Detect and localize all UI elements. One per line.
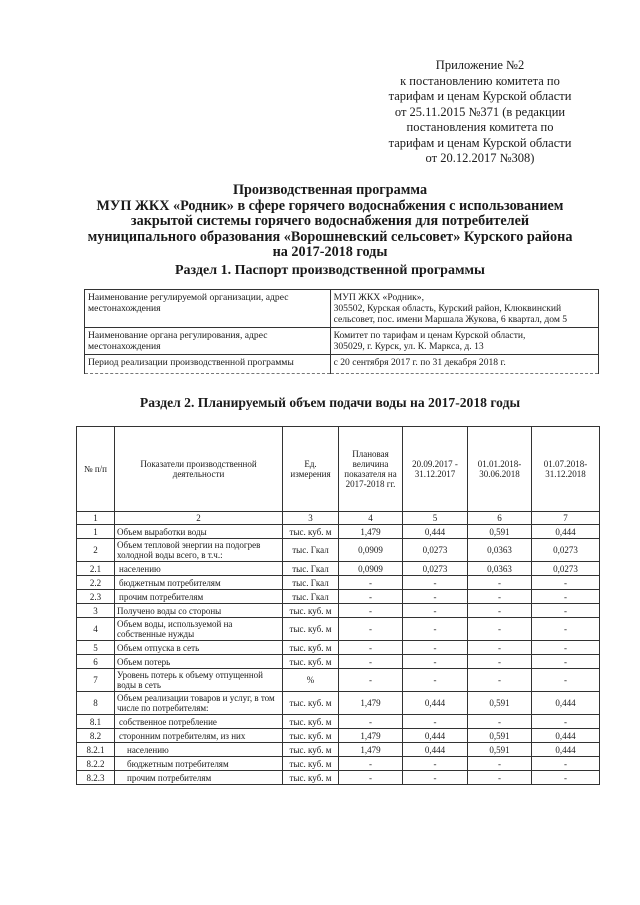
header-period-2: 01.01.2018-30.06.2018	[468, 427, 532, 512]
passport-row	[85, 290, 599, 328]
row-indicator: населению	[115, 743, 283, 757]
row-period-2-value: -	[468, 604, 532, 618]
row-period-3-value: -	[532, 576, 600, 590]
row-plan-value: 0,0909	[339, 562, 403, 576]
row-period-3-value: -	[532, 641, 600, 655]
passport-value-line: МУП ЖКХ «Родник»,	[333, 292, 424, 303]
row-period-3-value: -	[532, 618, 600, 641]
row-plan-value: -	[339, 669, 403, 692]
row-period-3-value: 0,0273	[532, 539, 600, 562]
table-row	[77, 562, 600, 576]
row-plan-value: -	[339, 576, 403, 590]
program-title-line: Производственная программа	[232, 182, 428, 198]
row-number: 8.2.3	[77, 771, 115, 785]
row-unit: тыс. Гкал	[283, 562, 339, 576]
appendix-line: Приложение №2	[435, 58, 525, 72]
appendix-line: тарифам и ценам Курской области	[388, 135, 572, 150]
passport-label: Наименование регулируемой организации, адрес местонахождения	[85, 290, 331, 328]
column-number: 2	[115, 512, 283, 525]
row-period-2-value: -	[468, 641, 532, 655]
row-period-1-value: -	[403, 641, 468, 655]
table-row	[77, 757, 600, 771]
row-indicator: Объем тепловой энергии на подогрев холодной воды всего, в т.ч.:	[115, 539, 283, 562]
row-period-1-value: 0,0273	[403, 562, 468, 576]
appendix-line: тарифам и ценам Курской области	[388, 89, 572, 103]
row-indicator: прочим потребителям	[115, 771, 283, 785]
row-unit: тыс. куб. м	[283, 604, 339, 618]
row-period-3-value: -	[532, 590, 600, 604]
row-indicator: Объем воды, используемой на собственные нужды	[115, 618, 283, 641]
header-period-3: 01.07.2018-31.12.2018	[532, 427, 600, 512]
row-period-2-value: -	[468, 576, 532, 590]
passport-value-line: 305029, г. Курск, ул. К. Маркса, д. 13	[333, 341, 484, 352]
section1-title: Раздел 1. Паспорт производственной программы	[175, 263, 485, 278]
row-plan-value: 1,479	[339, 525, 403, 539]
row-period-3-value: 0,444	[532, 692, 600, 715]
table-row	[77, 576, 600, 590]
row-unit: тыс. куб. м	[283, 771, 339, 785]
row-number: 3	[77, 604, 115, 618]
program-title-line: муниципального образования «Ворошневский сельсовет» Курского района	[87, 228, 573, 245]
row-plan-value: 1,479	[339, 743, 403, 757]
header-n: № п/п	[77, 427, 115, 512]
row-indicator: прочим потребителям	[115, 590, 283, 604]
row-number: 2.2	[77, 576, 115, 590]
row-unit: тыс. куб. м	[283, 525, 339, 539]
row-number: 2.3	[77, 590, 115, 604]
table-header-row	[77, 427, 600, 512]
row-number: 8.2	[77, 729, 115, 743]
row-period-2-value: 0,0363	[468, 562, 532, 576]
appendix-header	[370, 58, 590, 167]
table-row	[77, 604, 600, 618]
row-number: 6	[77, 655, 115, 669]
row-indicator: собственное потребление	[115, 715, 283, 729]
appendix-line: к постановлению комитета по	[400, 73, 560, 88]
row-period-2-value: -	[468, 655, 532, 669]
table-row	[77, 655, 600, 669]
row-period-1-value: -	[403, 771, 468, 785]
row-number: 5	[77, 641, 115, 655]
passport-value	[330, 355, 598, 374]
table-row	[77, 692, 600, 715]
row-number: 2.1	[77, 562, 115, 576]
passport-label: Наименование органа регулирования, адрес местонахождения	[85, 328, 331, 355]
row-indicator: бюджетным потребителям	[115, 757, 283, 771]
row-number: 2	[77, 539, 115, 562]
passport-row	[85, 328, 599, 355]
row-unit: тыс. куб. м	[283, 757, 339, 771]
column-number: 7	[532, 512, 600, 525]
row-unit: тыс. куб. м	[283, 655, 339, 669]
row-period-3-value: -	[532, 669, 600, 692]
row-plan-value: 0,0909	[339, 539, 403, 562]
row-period-3-value: 0,0273	[532, 562, 600, 576]
row-period-1-value: -	[403, 604, 468, 618]
program-title-line: закрытой системы горячего водоснабжения для потребителей	[130, 213, 530, 229]
passport-value-line: с 20 сентября 2017 г. по 31 декабря 2018 г.	[333, 357, 506, 368]
column-number: 3	[283, 512, 339, 525]
row-indicator: населению	[115, 562, 283, 576]
header-period-1: 20.09.2017 - 31.12.2017	[403, 427, 468, 512]
row-indicator: Уровень потерь к объему отпущенной воды в сеть	[115, 669, 283, 692]
row-indicator: Объем отпуска в сеть	[115, 641, 283, 655]
appendix-line: от 20.12.2017 №308)	[425, 151, 535, 165]
table-row	[77, 729, 600, 743]
row-number: 8	[77, 692, 115, 715]
passport-table	[84, 289, 599, 374]
passport-value	[330, 328, 598, 355]
row-unit: тыс. Гкал	[283, 576, 339, 590]
row-unit: тыс. куб. м	[283, 692, 339, 715]
row-period-2-value: -	[468, 771, 532, 785]
program-title-line: МУП ЖКХ «Родник» в сфере горячего водоснабжения с использованием	[96, 197, 564, 214]
row-plan-value: -	[339, 618, 403, 641]
row-period-2-value: -	[468, 757, 532, 771]
row-unit: тыс. куб. м	[283, 618, 339, 641]
water-volume-table	[76, 426, 600, 785]
row-unit: тыс. куб. м	[283, 743, 339, 757]
table-row	[77, 590, 600, 604]
row-plan-value: -	[339, 641, 403, 655]
row-number: 4	[77, 618, 115, 641]
row-indicator: сторонним потребителям, из них	[115, 729, 283, 743]
row-period-2-value: -	[468, 715, 532, 729]
passport-value	[330, 290, 598, 328]
row-period-2-value: -	[468, 669, 532, 692]
row-period-3-value: -	[532, 715, 600, 729]
row-number: 7	[77, 669, 115, 692]
table-row	[77, 641, 600, 655]
row-period-1-value: 0,444	[403, 525, 468, 539]
column-number: 4	[339, 512, 403, 525]
row-period-1-value: -	[403, 757, 468, 771]
row-period-2-value: -	[468, 618, 532, 641]
table-row	[77, 525, 600, 539]
row-period-1-value: -	[403, 590, 468, 604]
section2-title: Раздел 2. Планируемый объем подачи воды на 2017-2018 годы	[139, 395, 521, 410]
row-plan-value: -	[339, 757, 403, 771]
row-unit: тыс. куб. м	[283, 715, 339, 729]
program-title	[60, 183, 600, 261]
row-indicator: Объем потерь	[115, 655, 283, 669]
row-period-2-value: -	[468, 590, 532, 604]
row-period-1-value: -	[403, 576, 468, 590]
row-number: 8.1	[77, 715, 115, 729]
column-number: 1	[77, 512, 115, 525]
row-period-1-value: 0,444	[403, 729, 468, 743]
row-unit: тыс. куб. м	[283, 729, 339, 743]
row-plan-value: -	[339, 655, 403, 669]
row-unit: тыс. Гкал	[283, 539, 339, 562]
row-period-1-value: -	[403, 655, 468, 669]
row-plan-value: -	[339, 604, 403, 618]
appendix-line: постановления комитета по	[406, 120, 554, 134]
passport-label: Период реализации производственной программы	[85, 355, 331, 374]
row-period-2-value: 0,591	[468, 729, 532, 743]
column-numbers-row	[77, 512, 600, 525]
table-body	[77, 525, 600, 785]
table-row	[77, 715, 600, 729]
passport-row	[85, 355, 599, 374]
row-unit: %	[283, 669, 339, 692]
header-unit: Ед. измерения	[283, 427, 339, 512]
table-row	[77, 618, 600, 641]
table-row	[77, 743, 600, 757]
appendix-line: от 25.11.2015 №371 (в редакции	[394, 104, 566, 119]
table-row	[77, 539, 600, 562]
passport-value-line: Комитет по тарифам и ценам Курской области,	[333, 330, 526, 341]
program-title-line: на 2017-2018 годы	[272, 244, 388, 260]
row-period-1-value: 0,444	[403, 692, 468, 715]
row-period-3-value: -	[532, 604, 600, 618]
row-plan-value: -	[339, 771, 403, 785]
row-period-2-value: 0,591	[468, 525, 532, 539]
row-indicator: Объем выработки воды	[115, 525, 283, 539]
row-number: 8.2.2	[77, 757, 115, 771]
row-period-1-value: 0,444	[403, 743, 468, 757]
row-period-1-value: -	[403, 618, 468, 641]
passport-value-line: сельсовет, пос. имени Маршала Жукова, 6 квартал, дом 5	[333, 314, 568, 325]
passport-value-line: 305502, Курская область, Курский район, Клюквинский	[333, 303, 562, 314]
row-period-1-value: -	[403, 669, 468, 692]
row-number: 8.2.1	[77, 743, 115, 757]
table-row	[77, 771, 600, 785]
row-plan-value: -	[339, 715, 403, 729]
row-plan-value: 1,479	[339, 692, 403, 715]
row-plan-value: 1,479	[339, 729, 403, 743]
table-row	[77, 669, 600, 692]
row-period-3-value: 0,444	[532, 525, 600, 539]
row-period-2-value: 0,591	[468, 743, 532, 757]
row-period-3-value: 0,444	[532, 729, 600, 743]
row-period-2-value: 0,0363	[468, 539, 532, 562]
row-indicator: Получено воды со стороны	[115, 604, 283, 618]
row-period-3-value: -	[532, 655, 600, 669]
row-plan-value: -	[339, 590, 403, 604]
row-period-3-value: 0,444	[532, 743, 600, 757]
row-unit: тыс. куб. м	[283, 641, 339, 655]
row-period-2-value: 0,591	[468, 692, 532, 715]
row-unit: тыс. Гкал	[283, 590, 339, 604]
column-number: 5	[403, 512, 468, 525]
row-period-1-value: 0,0273	[403, 539, 468, 562]
row-period-3-value: -	[532, 757, 600, 771]
row-number: 1	[77, 525, 115, 539]
row-period-1-value: -	[403, 715, 468, 729]
row-period-3-value: -	[532, 771, 600, 785]
header-plan: Плановая величина показателя на 2017-2018 гг.	[339, 427, 403, 512]
row-indicator: бюджетным потребителям	[115, 576, 283, 590]
column-number: 6	[468, 512, 532, 525]
header-indicator: Показатели производственной деятельности	[115, 427, 283, 512]
row-indicator: Объем реализации товаров и услуг, в том числе по потребителям:	[115, 692, 283, 715]
